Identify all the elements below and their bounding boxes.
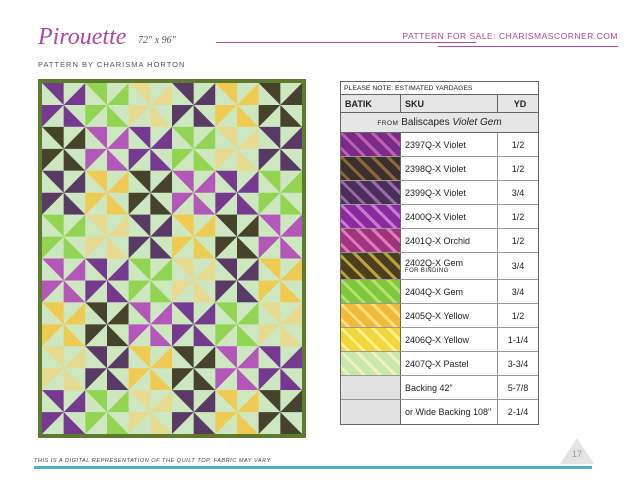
yardage-cell: 1/2	[511, 139, 525, 150]
pinwheel-block	[129, 390, 172, 434]
pinwheel-block	[85, 346, 128, 390]
empty-swatch	[341, 376, 401, 399]
yardage-cell: 3-3/4	[507, 358, 529, 369]
sku-label: 2405Q-X Yellow	[405, 310, 470, 321]
pinwheel-block	[129, 302, 172, 346]
page-number: 17	[571, 449, 582, 459]
yardage-table	[340, 81, 539, 425]
pinwheel-block	[215, 259, 258, 303]
sku-cell	[401, 229, 498, 252]
pinwheel-block	[42, 171, 85, 215]
sku-cell	[401, 181, 498, 204]
pinwheel-block	[129, 259, 172, 303]
fabric-swatch	[341, 133, 401, 156]
fabric-swatch	[341, 352, 401, 375]
pinwheel-block	[172, 346, 215, 390]
header-sku: SKU	[401, 95, 498, 112]
table-row	[341, 352, 538, 376]
pinwheel-block	[129, 171, 172, 215]
sku-label: 2397Q-X Violet	[405, 139, 466, 150]
sku-cell	[401, 205, 498, 228]
pinwheel-block	[85, 171, 128, 215]
table-row	[341, 253, 538, 280]
sku-label: 2402Q-X Gem	[405, 258, 464, 268]
title-divider	[216, 42, 476, 43]
sku-note: FOR BINDING	[405, 268, 449, 274]
pinwheel-block	[172, 215, 215, 259]
pinwheel-block	[215, 390, 258, 434]
table-row	[341, 157, 538, 181]
sku-cell	[401, 133, 498, 156]
fabric-rows	[341, 133, 538, 424]
fabric-swatch	[341, 280, 401, 303]
pinwheel-block	[172, 127, 215, 171]
pinwheel-block	[85, 215, 128, 259]
pinwheel-block	[42, 390, 85, 434]
sku-cell	[401, 157, 498, 180]
pinwheel-block	[259, 127, 302, 171]
footer-rule	[34, 466, 592, 469]
table-header	[341, 95, 538, 113]
collection-row	[341, 113, 538, 133]
pinwheel-block	[129, 215, 172, 259]
pinwheel-block	[172, 171, 215, 215]
from-prefix: FROM	[377, 120, 399, 127]
quilt-image	[38, 79, 306, 438]
sku-label: 2398Q-X Violet	[405, 163, 466, 174]
quilt-dimensions: 72" x 96"	[138, 35, 176, 46]
pinwheel-block	[85, 127, 128, 171]
yardage-note: PLEASE NOTE: ESTIMATED YARDAGES	[341, 82, 538, 95]
yardage-cell: 1/2	[511, 310, 525, 321]
pinwheel-block	[172, 259, 215, 303]
pinwheel-block	[42, 302, 85, 346]
sku-label: 2401Q-X Orchid	[405, 235, 471, 246]
yardage-cell: 2-1/4	[507, 407, 529, 417]
pinwheel-block	[215, 215, 258, 259]
pinwheel-block	[42, 346, 85, 390]
table-row	[341, 328, 538, 352]
sku-cell	[401, 280, 498, 303]
yardage-cell: 1/2	[511, 211, 525, 222]
fabric-swatch	[341, 328, 401, 351]
pinwheel-block	[215, 171, 258, 215]
pinwheel-block	[259, 171, 302, 215]
pinwheel-block	[172, 302, 215, 346]
fabric-swatch	[341, 205, 401, 228]
yardage-cell: 3/4	[511, 261, 525, 271]
pinwheel-block	[85, 259, 128, 303]
sku-label: 2406Q-X Yellow	[405, 334, 470, 345]
yardage-cell: 3/4	[511, 286, 525, 297]
pinwheel-block	[42, 215, 85, 259]
pinwheel-block	[42, 127, 85, 171]
pinwheel-block	[259, 83, 302, 127]
byline: PATTERN BY CHARISMA HORTON	[38, 60, 186, 69]
yardage-cell: 1-1/4	[507, 334, 529, 345]
pinwheel-block	[215, 127, 258, 171]
pinwheel-block	[259, 259, 302, 303]
footer-caption: THIS IS A DIGITAL REPRESENTATION OF THE QUILT TOP, FABRIC MAY VARY	[34, 458, 271, 464]
pinwheel-block	[85, 390, 128, 434]
sku-cell	[401, 253, 498, 279]
pinwheel-block	[42, 83, 85, 127]
empty-swatch	[341, 400, 401, 424]
pinwheel-block	[129, 127, 172, 171]
pinwheel-block	[85, 302, 128, 346]
sku-label: 2400Q-X Violet	[405, 211, 466, 222]
table-row	[341, 304, 538, 328]
pinwheel-block	[85, 83, 128, 127]
collection-subname: Violet Gem	[452, 117, 502, 128]
fabric-swatch	[341, 253, 401, 279]
sku-cell	[401, 352, 498, 375]
pinwheel-block	[259, 390, 302, 434]
pinwheel-block	[129, 83, 172, 127]
sku-label: Backing 42"	[401, 376, 498, 399]
fabric-swatch	[341, 229, 401, 252]
table-row	[341, 133, 538, 157]
pinwheel-block	[259, 346, 302, 390]
quilt-pinwheels	[42, 83, 302, 434]
pinwheel-block	[172, 83, 215, 127]
sale-link[interactable]: PATTERN FOR SALE: CHARISMASCORNER.COM	[402, 31, 618, 41]
yardage-cell: 5-7/8	[507, 382, 529, 393]
pinwheel-block	[129, 346, 172, 390]
table-row	[341, 205, 538, 229]
header-batik: BATIK	[341, 95, 401, 112]
page-title: Pirouette	[38, 24, 127, 50]
sku-label: or Wide Backing 108"	[401, 400, 498, 424]
table-row	[341, 400, 538, 424]
pinwheel-block	[215, 302, 258, 346]
sale-underline	[438, 46, 618, 47]
fabric-swatch	[341, 304, 401, 327]
collection-name: Baliscapes	[401, 117, 450, 128]
sku-label: 2404Q-X Gem	[405, 286, 464, 297]
table-row	[341, 280, 538, 304]
pinwheel-block	[215, 83, 258, 127]
table-row	[341, 229, 538, 253]
pinwheel-block	[215, 346, 258, 390]
fabric-swatch	[341, 157, 401, 180]
yardage-cell: 1/2	[511, 235, 525, 246]
yardage-cell: 1/2	[511, 163, 525, 174]
table-row	[341, 181, 538, 205]
pinwheel-block	[259, 302, 302, 346]
fabric-swatch	[341, 181, 401, 204]
sku-cell	[401, 328, 498, 351]
yardage-cell: 3/4	[511, 187, 525, 198]
sku-label: 2399Q-X Violet	[405, 187, 466, 198]
table-row	[341, 376, 538, 400]
sku-cell	[401, 304, 498, 327]
title-row	[38, 24, 618, 52]
pinwheel-block	[259, 215, 302, 259]
sku-label: 2407Q-X Pastel	[405, 358, 469, 369]
pinwheel-block	[172, 390, 215, 434]
pinwheel-block	[42, 259, 85, 303]
header-yd: YD	[513, 99, 527, 109]
